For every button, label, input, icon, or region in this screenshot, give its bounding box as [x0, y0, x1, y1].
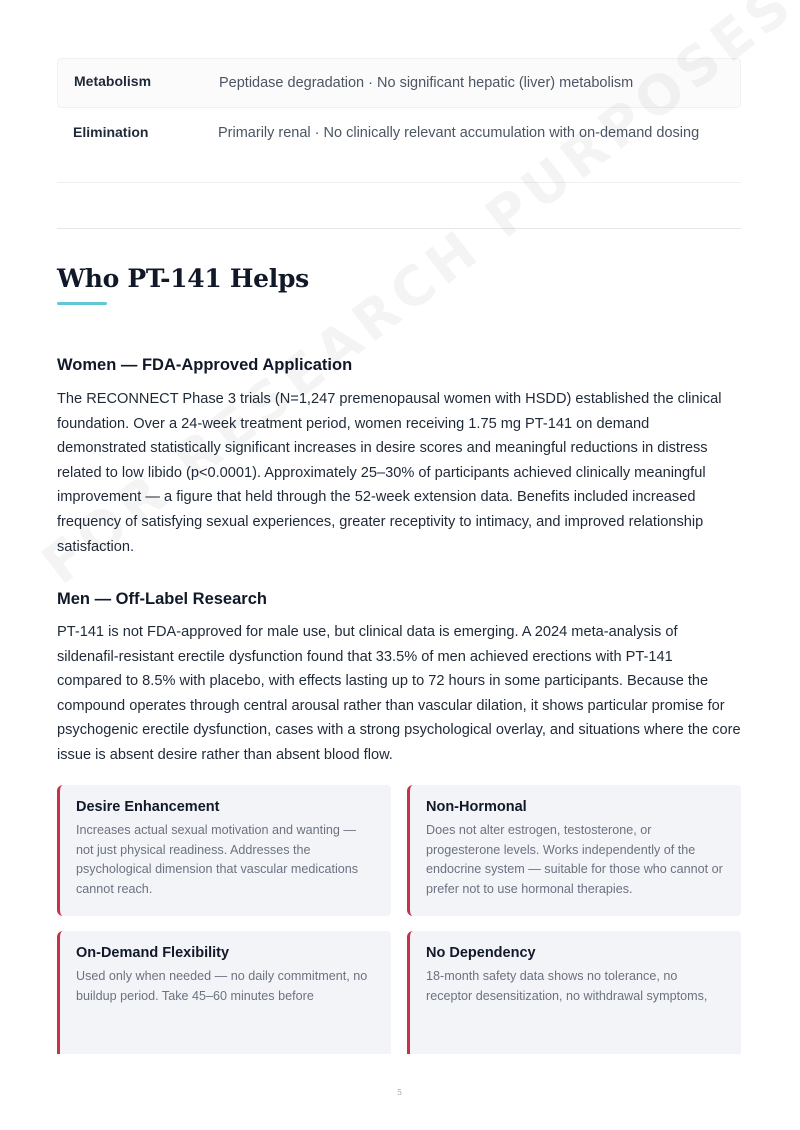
- row-label: Elimination: [73, 124, 149, 140]
- benefit-card-no-dependency: [407, 931, 741, 1054]
- benefit-card-on-demand: [57, 931, 391, 1054]
- card-title: On-Demand Flexibility: [76, 945, 230, 961]
- card-text: Increases actual sexual motivation and wanting — not just physical readiness. Addresses the psychological dimension that vascular medications cannot reach.: [76, 823, 359, 896]
- benefit-card-desire: [57, 785, 391, 916]
- card-title: Non-Hormonal: [426, 799, 527, 815]
- men-paragraph: PT-141 is not FDA-approved for male use, but clinical data is emerging. A 2024 meta-analysis of sildenafil-resistant erectile dysfunction found that 33.5% of men achieved erections with PT-141 compared to 8.5% with placebo, with effects lasting up to 72 hours in some participants. Because the compound operates through central arousal rather than vascular dilation, it shows particular promise for psychogenic erectile dysfunction, cases with a strong psychological overlay, and situations where the core issue is absent desire rather than absent blood flow.: [57, 624, 741, 763]
- table-row: [57, 58, 741, 108]
- page-number: 5: [397, 1088, 403, 1097]
- table-row: [57, 108, 741, 183]
- section-divider: [57, 228, 741, 229]
- women-paragraph: The RECONNECT Phase 3 trials (N=1,247 premenopausal women with HSDD) established the clinical foundation. Over a 24-week treatment period, women receiving 1.75 mg PT-141 on demand demonstrated statistically significant increases in desire scores and meaningful reductions in distress related to low libido (p<0.0001). Approximately 25–30% of participants achieved clinically meaningful improvement — a figure that held through the 52-week extension data. Benefits included increased frequency of satisfying sexual experiences, greater receptivity to intimacy, and improved relationship satisfaction.: [57, 391, 722, 555]
- card-text: Does not alter estrogen, testosterone, or progesterone levels. Works independently of the endocrine system — suitable for those who cannot or prefer not to use hormonal therapies.: [426, 823, 723, 896]
- title-underline: [57, 302, 107, 305]
- men-heading: Men — Off-Label Research: [57, 590, 267, 608]
- women-heading: Women — FDA-Approved Application: [57, 356, 353, 374]
- card-title: Desire Enhancement: [76, 799, 220, 815]
- benefit-card-non-hormonal: [407, 785, 741, 916]
- card-text: 18-month safety data shows no tolerance, no receptor desensitization, no withdrawal symptoms,: [426, 969, 708, 1003]
- row-value: Primarily renal · No clinically relevant accumulation with on-demand dosing: [218, 125, 700, 141]
- card-title: No Dependency: [426, 945, 536, 961]
- section-title: Who PT-141 Helps: [57, 264, 309, 293]
- row-value: Peptidase degradation · No significant hepatic (liver) metabolism: [219, 75, 634, 91]
- card-text: Used only when needed — no daily commitment, no buildup period. Take 45–60 minutes before: [76, 969, 368, 1003]
- pharmacokinetics-table: [57, 58, 741, 183]
- row-label: Metabolism: [74, 73, 152, 89]
